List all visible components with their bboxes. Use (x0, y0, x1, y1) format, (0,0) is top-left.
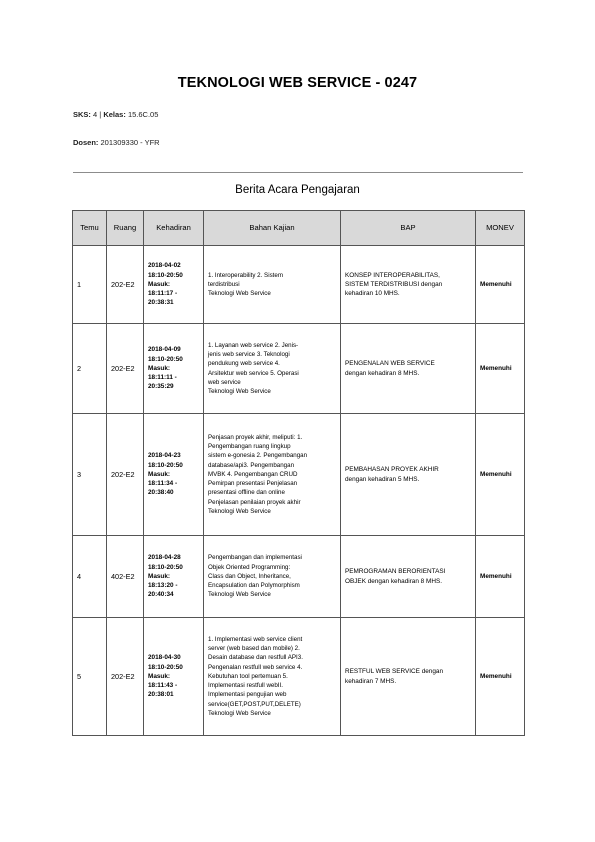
kehadiran-line: Masuk: (148, 572, 171, 580)
bap-line: dengan kehadiran 5 MHS. (345, 475, 420, 483)
bahan-line: sistem e-gonesia 2. Pengembangan (208, 452, 308, 460)
bahan-line: 1. Layanan web service 2. Jenis- (208, 341, 299, 349)
bap-line: SISTEM TERDISTRIBUSI dengan (345, 280, 443, 288)
bap-line: kehadiran 7 MHS. (345, 677, 397, 685)
bahan-line: Arsitektur web service 5. Operasi (208, 369, 299, 377)
monev-cell: Memenuhi (476, 618, 525, 736)
bap-cell (341, 324, 476, 414)
bahan-line: Teknologi Web Service (208, 290, 271, 298)
kehadiran-line: 18:11:11 - (148, 374, 177, 382)
bahan-line: Teknologi Web Service (208, 710, 271, 718)
kehadiran-line: 18:10-20:50 (148, 355, 183, 363)
kehadiran-line: 18:10-20:50 (148, 271, 183, 279)
course-meta (73, 110, 158, 119)
bap-line: PEMROGRAMAN BERORIENTASI (345, 568, 446, 576)
kehadiran-line: Masuk: (148, 364, 171, 372)
kehadiran-line: 20:35:29 (148, 383, 174, 391)
bahan-kajian-cell (204, 246, 341, 324)
course-title: TEKNOLOGI WEB SERVICE - 0247 (177, 75, 418, 91)
kelas-label: Kelas: (103, 110, 126, 119)
bahan-line: Implementasi restfull webII. (208, 682, 283, 690)
bahan-line: service(GET,POST,PUT,DELETE) (208, 700, 301, 708)
temu-cell: 4 (73, 536, 107, 618)
bahan-line: Encapsulation dan Polymorphism (208, 582, 300, 590)
ruang-cell: 202-E2 (107, 246, 144, 324)
kehadiran-line: 18:11:34 - (148, 480, 178, 488)
kehadiran-cell (144, 324, 204, 414)
header-kehadiran: Kehadiran (144, 211, 204, 246)
kehadiran-line: 20:38:40 (148, 489, 174, 497)
bahan-line: server (web based dan mobile) 2. (208, 644, 300, 652)
table-row (73, 324, 525, 414)
sks-label: SKS: (73, 110, 91, 119)
bahan-line: Teknologi Web Service (208, 388, 271, 396)
header-temu: Temu (73, 211, 107, 246)
kehadiran-line: 18:13:20 - (148, 582, 178, 590)
bahan-line: Teknologi Web Service (208, 591, 271, 599)
monev-cell: Memenuhi (476, 246, 525, 324)
bahan-line: pendukung web service 4. (208, 360, 280, 368)
bahan-line: 1. Interoperability 2. Sistem (208, 271, 283, 279)
dosen-label: Dosen: (73, 138, 99, 147)
bahan-line: Penjasan proyek akhir, meliputi: 1. (208, 433, 303, 441)
bahan-line: Pengenalan restfull web service 4. (208, 663, 303, 671)
kehadiran-line: 18:10-20:50 (148, 461, 183, 469)
bap-cell (341, 414, 476, 536)
header-bahan-kajian: Bahan Kajian (204, 211, 341, 246)
kehadiran-line: 18:11:17 - (148, 290, 178, 298)
bap-line: OBJEK dengan kehadiran 8 MHS. (345, 577, 442, 585)
temu-cell: 5 (73, 618, 107, 736)
bahan-line: Penjelasan penilaian proyek akhir (208, 498, 301, 506)
bahan-line: Teknologi Web Service (208, 508, 271, 516)
kehadiran-line: 2018-04-30 (148, 654, 181, 662)
bap-cell (341, 536, 476, 618)
kehadiran-line: 2018-04-09 (148, 346, 181, 354)
teaching-record-table (72, 210, 525, 736)
table-header-row (73, 211, 525, 246)
bap-cell (341, 246, 476, 324)
kehadiran-line: 20:38:31 (148, 299, 174, 307)
bahan-line: MVBK 4. Pengembangan CRUD (208, 470, 298, 478)
bahan-line: Pemirpan presentasi Penjelasan (208, 480, 298, 488)
ruang-cell: 202-E2 (107, 324, 144, 414)
bap-line: PEMBAHASAN PROYEK AKHIR (345, 466, 439, 474)
table-row (73, 618, 525, 736)
monev-cell: Memenuhi (476, 324, 525, 414)
bap-cell (341, 618, 476, 736)
bahan-line: Desain database dan restfull API3. (208, 654, 303, 662)
kehadiran-line: 18:11:43 - (148, 682, 178, 690)
table-row (73, 536, 525, 618)
bap-line: dengan kehadiran 8 MHS. (345, 369, 420, 377)
ruang-cell: 402-E2 (107, 536, 144, 618)
divider (73, 172, 523, 173)
kehadiran-line: 2018-04-02 (148, 262, 181, 270)
kehadiran-line: 18:10-20:50 (148, 563, 183, 571)
kehadiran-cell (144, 536, 204, 618)
bap-line: PENGENALAN WEB SERVICE (345, 360, 435, 368)
dosen-value: 201309330 - YFR (100, 138, 160, 147)
header-monev: MONEV (476, 211, 525, 246)
table-row (73, 414, 525, 536)
kehadiran-line: 2018-04-23 (148, 452, 181, 460)
bap-line: kehadiran 10 MHS. (345, 290, 400, 298)
kehadiran-line: 18:10-20:50 (148, 663, 183, 671)
kehadiran-cell (144, 246, 204, 324)
bahan-line: Kebutuhan tool pertemuan 5. (208, 672, 288, 680)
sks-value: 4 (93, 110, 98, 119)
temu-cell: 1 (73, 246, 107, 324)
bap-line: KONSEP INTEROPERABILITAS, (345, 271, 440, 279)
temu-cell: 3 (73, 414, 107, 536)
bahan-line: jenis web service 3. Teknologi (208, 350, 290, 358)
section-title: Berita Acara Pengajaran (235, 184, 360, 196)
bahan-line: Objek Oriented Programming: (208, 563, 291, 571)
bahan-line: Pengembangan ruang lingkup (208, 442, 291, 450)
bahan-line: presentasi offline dan online (208, 489, 285, 497)
kelas-value: 15.6C.05 (127, 110, 159, 119)
lecturer-meta (73, 138, 160, 147)
table-row (73, 246, 525, 324)
kehadiran-line: Masuk: (148, 280, 171, 288)
kehadiran-cell (144, 618, 204, 736)
bahan-kajian-cell (204, 324, 341, 414)
ruang-cell: 202-E2 (107, 414, 144, 536)
header-ruang: Ruang (107, 211, 144, 246)
bahan-line: database/api3. Pengembangan (208, 461, 295, 469)
kehadiran-cell (144, 414, 204, 536)
bap-line: RESTFUL WEB SERVICE dengan (345, 668, 444, 676)
bahan-kajian-cell (204, 618, 341, 736)
monev-cell: Memenuhi (476, 536, 525, 618)
kehadiran-line: 2018-04-28 (148, 554, 181, 562)
header-bap: BAP (341, 211, 476, 246)
bahan-line: Pengembangan dan implementasi (208, 554, 302, 562)
monev-cell: Memenuhi (476, 414, 525, 536)
ruang-cell: 202-E2 (107, 618, 144, 736)
bahan-line: 1. Implementasi web service client (208, 635, 303, 643)
bahan-line: Implementasi pengujian web (208, 691, 287, 699)
bahan-line: terdistribusi (208, 280, 240, 288)
bahan-kajian-cell (204, 536, 341, 618)
kehadiran-line: 20:40:34 (148, 591, 174, 599)
kehadiran-line: 20:38:01 (148, 691, 174, 699)
bahan-line: web service (208, 378, 241, 386)
bahan-kajian-cell (204, 414, 341, 536)
kehadiran-line: Masuk: (148, 672, 171, 680)
meta-separator: | (99, 110, 102, 119)
bahan-line: Class dan Object, Inheritance, (208, 572, 291, 580)
kehadiran-line: Masuk: (148, 470, 171, 478)
temu-cell: 2 (73, 324, 107, 414)
